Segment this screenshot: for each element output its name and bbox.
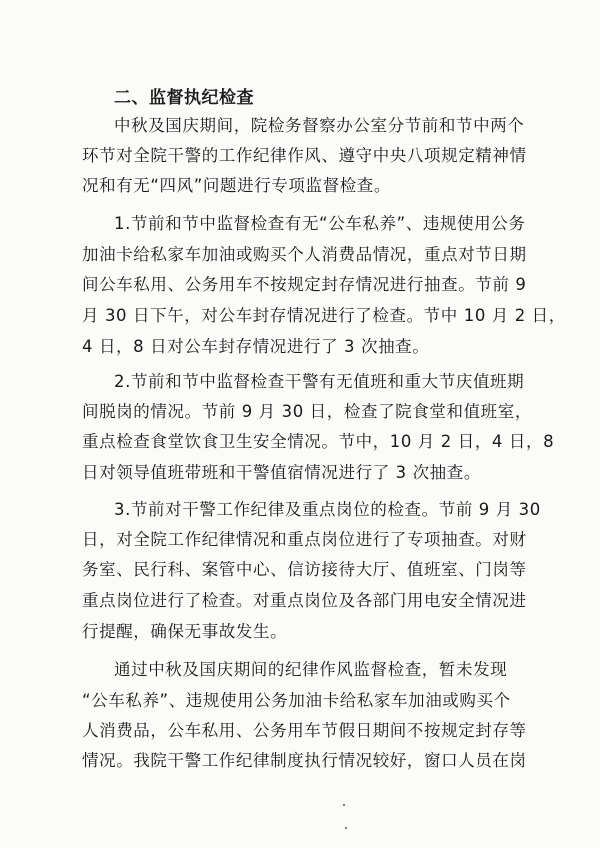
section-heading: 二、监督执纪检查 [114,88,254,108]
paragraph-line: 况和有无“四风”问题进行专项监督检查。 [82,176,391,195]
paragraph-line: 重点岗位进行了检查。对重点岗位及各部门用电安全情况进 [82,591,527,610]
paragraph-line: 日，对全院工作纪律情况和重点岗位进行了专项抽查。对财 [82,530,527,549]
paragraph-line: 间公车私用、公务用车不按规定封存情况进行抽查。节前 9 [82,275,527,294]
paragraph-line: 中秋及国庆期间，院检务督察办公室分节前和节中两个 [114,116,525,135]
paragraph-line: 加油卡给私家车加油或购买个人消费品情况，重点对节日期 [82,245,527,264]
paragraph-line: 情况。我院干警工作纪律制度执行情况较好，窗口人员在岗 [82,751,527,770]
scan-speck [345,827,347,829]
paragraph-line: 1.节前和节中监督检查有无“公车私养”、违规使用公务 [114,214,526,233]
scan-speck [343,804,345,806]
paragraph-line: 务室、民行科、案管中心、信访接待大厅、值班室、门岗等 [82,560,527,579]
paragraph-line: 4 日，8 日对公车封存情况进行了 3 次抽查。 [82,337,430,356]
paragraph-line: 间脱岗的情况。节前 9 月 30 日，检查了院食堂和值班室， [82,402,532,421]
paragraph-line: 月 30 日下午，对公车封存情况进行了检查。节中 10 月 2 日， [82,306,566,325]
paragraph-line: 行提醒，确保无事故发生。 [82,622,288,641]
paragraph-line: 人消费品，公车私用、公务用车节假日期间不按规定封存等 [82,721,527,740]
paragraph-line: 2.节前和节中监督检查干警有无值班和重大节庆值班期 [114,372,525,391]
paragraph-line: “公车私养”、违规使用公务加油卡给私家车加油或购买个 [82,691,511,710]
paragraph-line: 3.节前对干警工作纪律及重点岗位的检查。节前 9 月 30 [114,500,541,519]
paragraph-line: 日对领导值班带班和干警值宿情况进行了 3 次抽查。 [82,463,481,482]
paragraph-line: 环节对全院干警的工作纪律作风、遵守中央八项规定精神情 [82,146,527,165]
paragraph-line: 重点检查食堂饮食卫生安全情况。节中，10 月 2 日，4 日，8 [82,432,555,451]
paragraph-line: 通过中秋及国庆期间的纪律作风监督检查，暂未发现 [114,660,508,679]
